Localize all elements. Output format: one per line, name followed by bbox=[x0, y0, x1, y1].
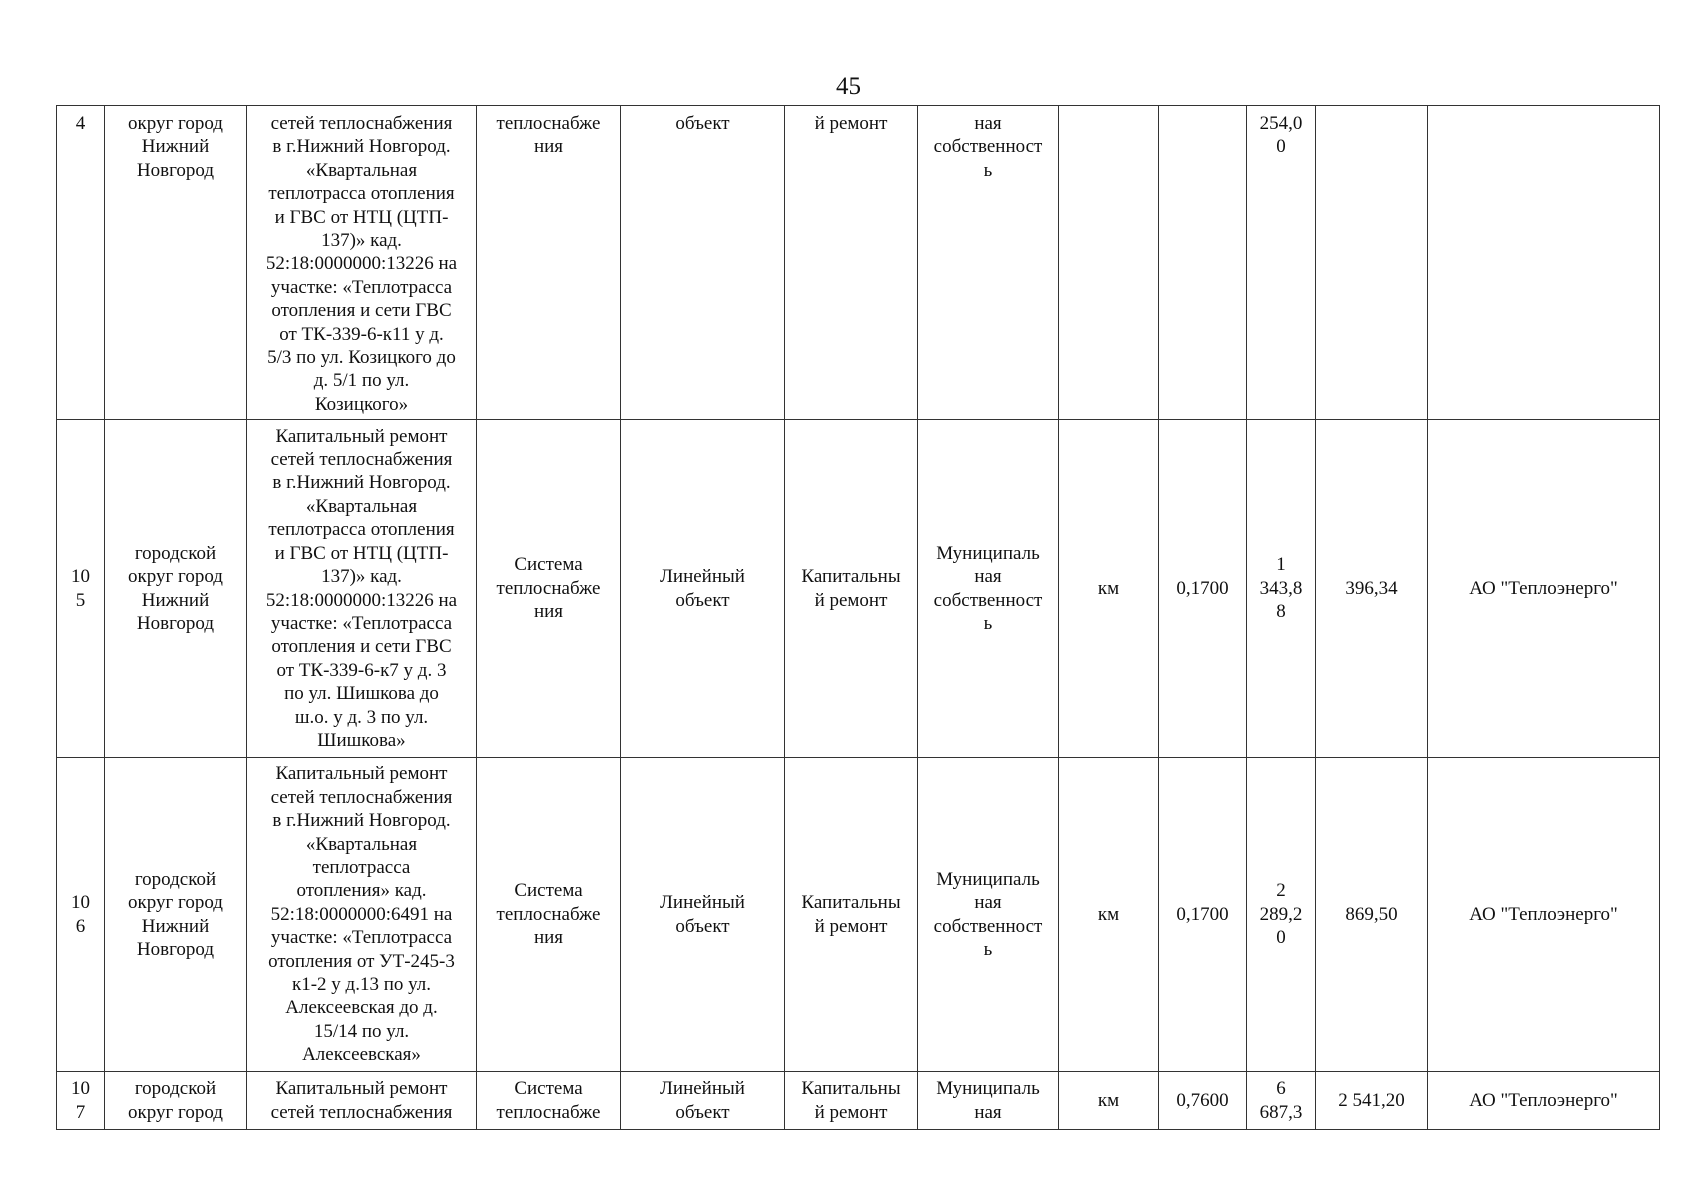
table-row bbox=[57, 106, 1660, 420]
cell-length bbox=[1159, 106, 1247, 420]
cell-cost: 6 687,3 bbox=[1247, 1072, 1316, 1130]
cell-work-type: Капитальны й ремонт bbox=[785, 420, 918, 758]
cell-ownership: ная собственност ь bbox=[918, 106, 1059, 420]
cell-system: Система теплоснабже ния bbox=[477, 758, 621, 1072]
cell-ownership: Муниципаль ная bbox=[918, 1072, 1059, 1130]
cell-municipality: городской округ город Нижний Новгород bbox=[105, 420, 247, 758]
cell-work-type: й ремонт bbox=[785, 106, 918, 420]
cell-cost-2: 396,34 bbox=[1316, 420, 1428, 758]
table-row bbox=[57, 758, 1660, 1072]
cell-number: 10 7 bbox=[57, 1072, 105, 1130]
cell-system: теплоснабже ния bbox=[477, 106, 621, 420]
cell-municipality: округ город Нижний Новгород bbox=[105, 106, 247, 420]
cell-cost-2: 869,50 bbox=[1316, 758, 1428, 1072]
cell-operator: АО "Теплоэнерго" bbox=[1428, 420, 1660, 758]
cell-cost-2: 2 541,20 bbox=[1316, 1072, 1428, 1130]
cell-object-name: Капитальный ремонт сетей теплоснабжения в г.Нижний Новгород. «Квартальная теплотрасса отопления» кад. 52:18:0000000:6491 на участке: «Теплотрасса отопления от УТ-245-3 к1-2 у д.13 по ул. Алексеевская до д. 15/14 по ул. Алексеевская» bbox=[247, 758, 477, 1072]
works-table bbox=[56, 105, 1660, 1130]
cell-number: 4 bbox=[57, 106, 105, 420]
cell-work-type: Капитальны й ремонт bbox=[785, 758, 918, 1072]
cell-operator: АО "Теплоэнерго" bbox=[1428, 758, 1660, 1072]
cell-number: 10 5 bbox=[57, 420, 105, 758]
cell-object-name: Капитальный ремонт сетей теплоснабжения в г.Нижний Новгород. «Квартальная теплотрасса отопления и ГВС от НТЦ (ЦТП- 137)» кад. 52:18:0000000:13226 на участке: «Теплотрасса отопления и сети ГВС от ТК-339-6-к7 у д. 3 по ул. Шишкова до ш.о. у д. 3 по ул. Шишкова» bbox=[247, 420, 477, 758]
cell-length: 0,7600 bbox=[1159, 1072, 1247, 1130]
cell-number: 10 6 bbox=[57, 758, 105, 1072]
cell-system: Система теплоснабже bbox=[477, 1072, 621, 1130]
cell-cost: 1 343,8 8 bbox=[1247, 420, 1316, 758]
table-row bbox=[57, 1072, 1660, 1130]
cell-object-type: Линейный объект bbox=[621, 758, 785, 1072]
cell-cost: 2 289,2 0 bbox=[1247, 758, 1316, 1072]
page-number: 45 bbox=[836, 73, 861, 100]
cell-municipality: городской округ город Нижний Новгород bbox=[105, 758, 247, 1072]
cell-object-type: Линейный объект bbox=[621, 1072, 785, 1130]
cell-object-name: Капитальный ремонт сетей теплоснабжения bbox=[247, 1072, 477, 1130]
cell-ownership: Муниципаль ная собственност ь bbox=[918, 758, 1059, 1072]
cell-ownership: Муниципаль ная собственност ь bbox=[918, 420, 1059, 758]
cell-unit bbox=[1059, 106, 1159, 420]
cell-unit: км bbox=[1059, 758, 1159, 1072]
cell-operator: АО "Теплоэнерго" bbox=[1428, 1072, 1660, 1130]
table-row bbox=[57, 420, 1660, 758]
cell-cost-2 bbox=[1316, 106, 1428, 420]
cell-object-type: объект bbox=[621, 106, 785, 420]
cell-system: Система теплоснабже ния bbox=[477, 420, 621, 758]
cell-object-name: сетей теплоснабжения в г.Нижний Новгород. «Квартальная теплотрасса отопления и ГВС от НТЦ (ЦТП- 137)» кад. 52:18:0000000:13226 на участке: «Теплотрасса отопления и сети ГВС от ТК-339-6-к11 у д. 5/3 по ул. Козицкого до д. 5/1 по ул. Козицкого» bbox=[247, 106, 477, 420]
cell-work-type: Капитальны й ремонт bbox=[785, 1072, 918, 1130]
cell-cost: 254,0 0 bbox=[1247, 106, 1316, 420]
cell-operator bbox=[1428, 106, 1660, 420]
cell-object-type: Линейный объект bbox=[621, 420, 785, 758]
cell-unit: км bbox=[1059, 1072, 1159, 1130]
cell-length: 0,1700 bbox=[1159, 420, 1247, 758]
cell-unit: км bbox=[1059, 420, 1159, 758]
cell-length: 0,1700 bbox=[1159, 758, 1247, 1072]
cell-municipality: городской округ город bbox=[105, 1072, 247, 1130]
